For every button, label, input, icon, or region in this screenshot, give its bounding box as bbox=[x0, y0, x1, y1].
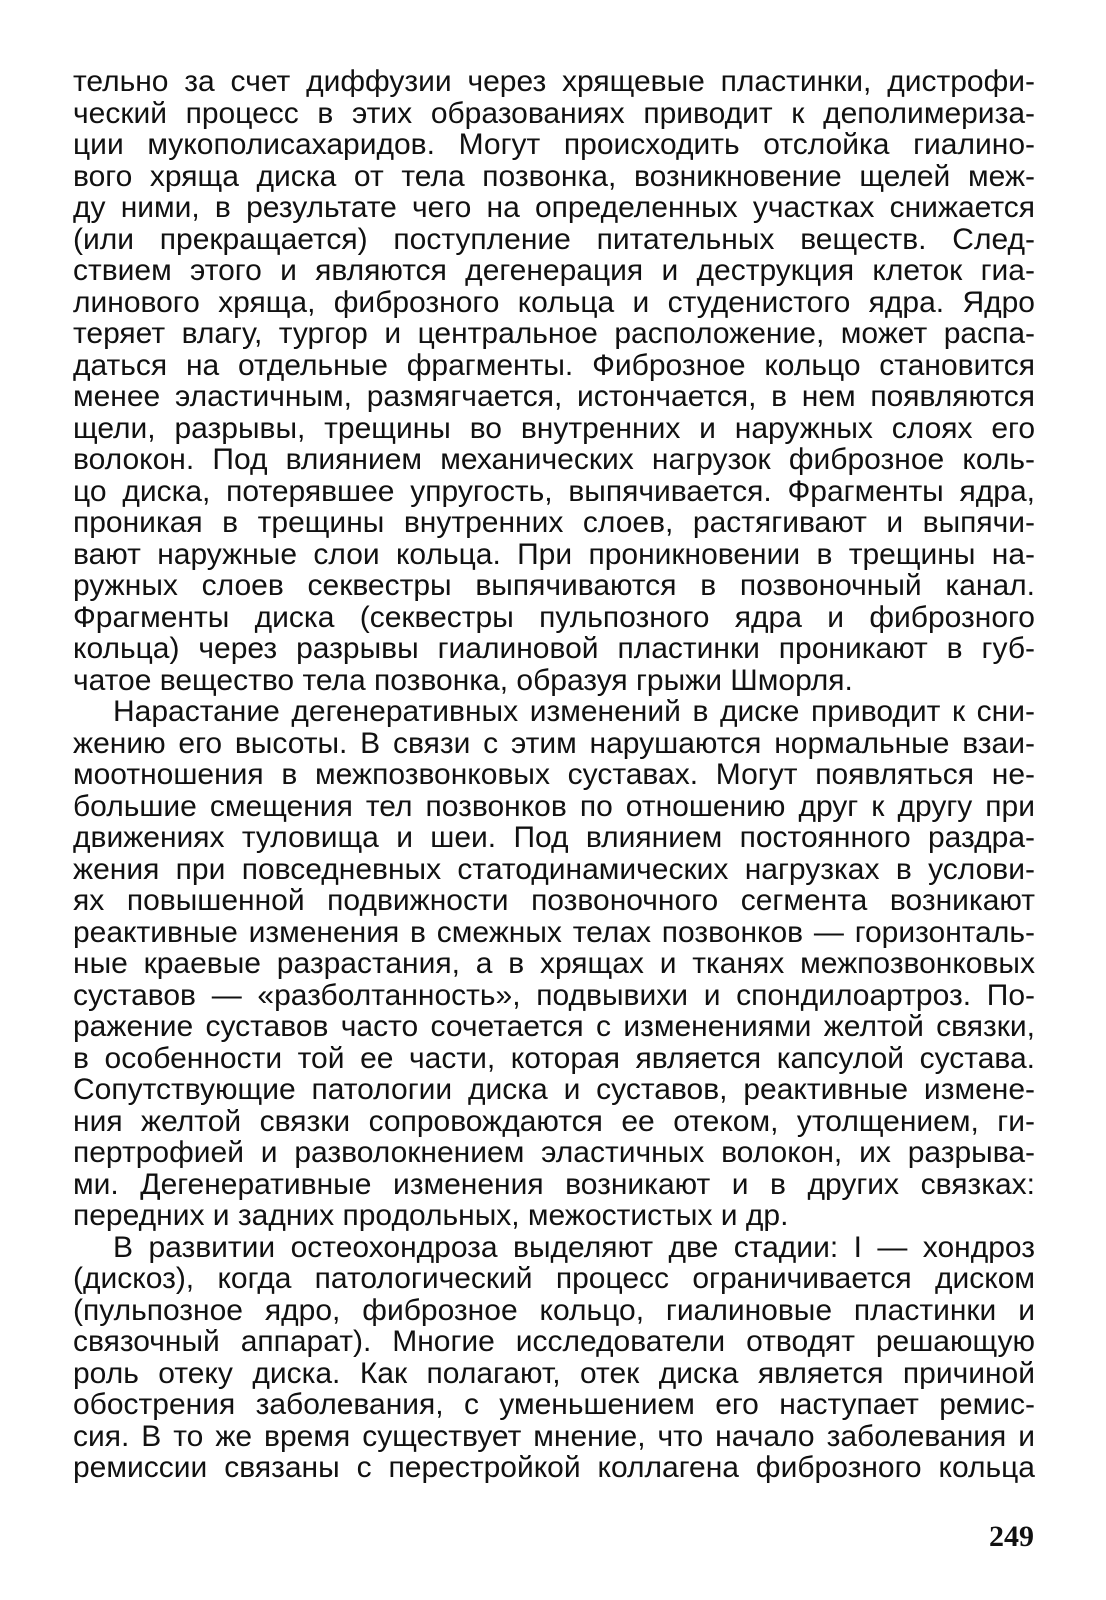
text-line: проникая в трещины внутренних слоев, растягивают и выпячи- bbox=[73, 507, 1035, 539]
text-line: пертрофией и разволокнением эластичных волокон, их разрыва- bbox=[73, 1137, 1035, 1169]
text-line: щели, разрывы, трещины во внутренних и наружных слоях его bbox=[73, 412, 1035, 444]
text-line: движениях туловища и шеи. Под влиянием постоянного раздра- bbox=[73, 822, 1035, 854]
text-line: (пульпозное ядро, фиброзное кольцо, гиалиновые пластинки и bbox=[73, 1294, 1035, 1326]
text-line: волокон. Под влиянием механических нагрузок фиброзное коль- bbox=[73, 444, 1035, 476]
text-line: ми. Дегенеративные изменения возникают и в других связках: bbox=[73, 1168, 1035, 1200]
text-line: суставов — «разболтанность», подвывихи и спондилоартроз. По- bbox=[73, 979, 1035, 1011]
text-line: передних и задних продольных, межостистых и др. bbox=[73, 1200, 789, 1232]
text-line: вого хряща диска от тела позвонка, возникновение щелей меж- bbox=[73, 160, 1035, 192]
text-line: чатое вещество тела позвонка, образуя грыжи Шморля. bbox=[73, 664, 853, 696]
text-line: реактивные изменения в смежных телах позвонков — горизонталь- bbox=[73, 916, 1035, 948]
text-line: (дискоз), когда патологический процесс ограничивается диском bbox=[73, 1263, 1035, 1295]
text-line: моотношения в межпозвонковых суставах. Могут появляться не- bbox=[73, 759, 1035, 791]
text-line: Сопутствующие патологии диска и суставов, реактивные измене- bbox=[73, 1074, 1035, 1106]
text-line: даться на отдельные фрагменты. Фиброзное кольцо становится bbox=[73, 349, 1035, 381]
text-line: Фрагменты диска (секвестры пульпозного ядра и фиброзного bbox=[73, 601, 1035, 633]
text-line: ях повышенной подвижности позвоночного сегмента возникают bbox=[73, 885, 1035, 917]
text-line: (или прекращается) поступление питательных веществ. След- bbox=[73, 223, 1035, 255]
text-line: вают наружные слои кольца. При проникновении в трещины на- bbox=[73, 538, 1035, 570]
text-line: тельно за счет диффузии через хрящевые пластинки, дистрофи- bbox=[73, 66, 1035, 98]
text-line: жению его высоты. В связи с этим нарушаются нормальные взаи- bbox=[73, 727, 1035, 759]
text-line: ции мукополисахаридов. Могут происходить отслойка гиалино- bbox=[73, 129, 1035, 161]
text-line: связочный аппарат). Многие исследователи отводят решающую bbox=[73, 1326, 1035, 1358]
text-line: Нарастание дегенеративных изменений в диске приводит к сни- bbox=[113, 696, 1035, 728]
text-line: ремиссии связаны с перестройкой коллагена фиброзного кольца bbox=[73, 1452, 1035, 1484]
text-line: ния желтой связки сопровождаются ее отеком, утолщением, ги- bbox=[73, 1105, 1035, 1137]
text-line: ружных слоев секвестры выпячиваются в позвоночный канал. bbox=[73, 570, 1035, 602]
text-line: сия. В то же время существует мнение, что начало заболевания и bbox=[73, 1420, 1035, 1452]
text-line: обострения заболевания, с уменьшением его наступает ремис- bbox=[73, 1389, 1035, 1421]
text-line: теряет влагу, тургор и центральное расположение, может распа- bbox=[73, 318, 1035, 350]
text-line: ные краевые разрастания, а в хрящах и тканях межпозвонковых bbox=[73, 948, 1035, 980]
text-line: кольца) через разрывы гиалиновой пластинки проникают в губ- bbox=[73, 633, 1035, 665]
text-line: в особенности той ее части, которая является капсулой сустава. bbox=[73, 1042, 1035, 1074]
text-line: ражение суставов часто сочетается с изменениями желтой связки, bbox=[73, 1011, 1035, 1043]
text-line: ческий процесс в этих образованиях приводит к деполимериза- bbox=[73, 97, 1035, 129]
text-line: линового хряща, фиброзного кольца и студенистого ядра. Ядро bbox=[73, 286, 1035, 318]
text-line: большие смещения тел позвонков по отношению друг к другу при bbox=[73, 790, 1035, 822]
text-line: ствием этого и являются дегенерация и деструкция клеток гиа- bbox=[73, 255, 1035, 287]
text-line: цо диска, потерявшее упругость, выпячивается. Фрагменты ядра, bbox=[73, 475, 1035, 507]
text-line: роль отеку диска. Как полагают, отек диска является причиной bbox=[73, 1357, 1035, 1389]
text-line: жения при повседневных статодинамических нагрузках в услови- bbox=[73, 853, 1035, 885]
text-line: менее эластичным, размягчается, истончается, в нем появляются bbox=[73, 381, 1035, 413]
text-line: ду ними, в результате чего на определенных участках снижается bbox=[73, 192, 1035, 224]
page-text bbox=[73, 66, 1035, 1536]
page-number: 249 bbox=[989, 1520, 1034, 1553]
text-line: В развитии остеохондроза выделяют две стадии: I — хондроз bbox=[113, 1231, 1035, 1263]
